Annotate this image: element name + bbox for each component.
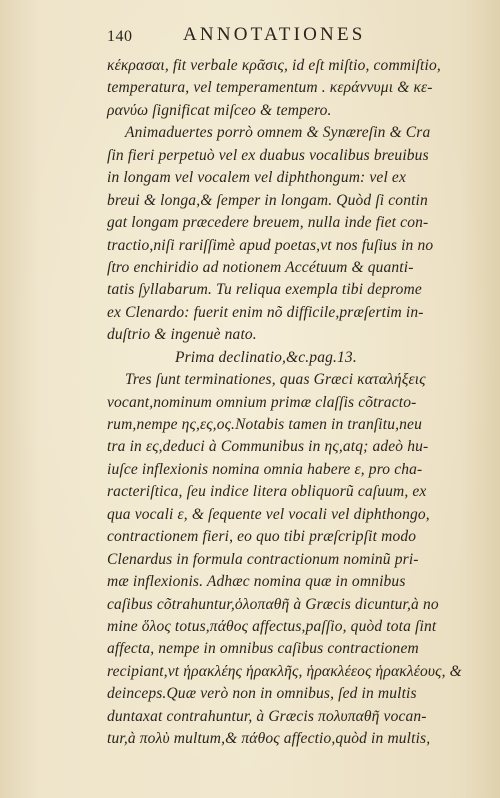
page-header — [107, 22, 467, 48]
text-line: tra in ες,deduci à Communibus in ης,atq; adeò hu- — [107, 438, 429, 456]
text-line: tatis ſyllabarum. Tu reliqua exempla tibi deprome — [107, 281, 422, 299]
running-head: ANNOTATIONES — [183, 24, 366, 45]
body-text — [107, 55, 463, 751]
text-line: deinceps.Quæ verò non in omnibus, ſed in multis — [107, 685, 417, 703]
text-line: ρανύω ſignificat miſceo & tempero. — [107, 101, 332, 119]
text-line: breui & longa,& ſemper in longam. Quòd ſi contin — [107, 191, 428, 209]
text-line: ſtro enchiridio ad notionem Accétuum & quanti- — [107, 258, 414, 276]
text-line: tractio,niſi rariſſimè apud poetas,vt nos fuſius in no — [107, 236, 434, 254]
text-line: duntaxat contrahuntur, à Græcis πολυπαθῆ vocan- — [107, 707, 427, 725]
text-line: racteriſtica, ſeu indice litera obliquorũ caſuum, ex — [107, 483, 427, 501]
text-line: affecta, nempe in omnibus caſibus contractionem — [107, 640, 419, 658]
text-line: mæ inflexionis. Adhæc nomina quæ in omnibus — [107, 573, 406, 591]
text-line: Clenardus in formula contractionum nominũ pri- — [107, 550, 419, 568]
text-line: temperatura, vel temperamentum . κεράννυμι & κε- — [107, 79, 433, 97]
text-line: rum,nempe ης,ες,ος.Notabis tamen in tranſitu,neu — [107, 416, 422, 433]
text-line: gat longam præcedere breuem, nulla inde fiet con- — [107, 214, 429, 232]
text-line: mine ὅλος totus,πάθος affectus,paſſio, quòd tota ſint — [107, 617, 437, 635]
text-line: ex Clenardo: fuerit enim nõ difficile,præſertim in- — [107, 303, 424, 321]
text-line: tur,à πολὺ multum,& πάθος affectio,quòd in multis, — [107, 730, 431, 748]
text-line: contractionem fieri, eo quo tibi præſcripſit modo — [107, 528, 417, 546]
section-heading: Prima declinatio,&c.pag.13. — [175, 348, 357, 366]
text-line: κέκρασαι, fit verbale κρᾶσις, id eſt miſtio, commiſtio, — [107, 57, 441, 74]
text-line: ſin fieri perpetuò vel ex duabus vocalibus breuibus — [107, 146, 429, 164]
page-number: 140 — [107, 28, 133, 45]
text-line: caſibus cõtrahuntur,ὁλοπαθῆ à Græcis dicuntur,à no — [107, 595, 439, 613]
text-line: recipiant,vt ἡρακλέης ἡρακλῆς, ἡρακλέεος ἡρακλέους, & — [107, 662, 462, 680]
text-line: vocant,nominum omnium primæ claſſis cõtracto- — [107, 393, 417, 411]
text-line: iuſce inflexionis nomina omnia habere ε, pro cha- — [107, 460, 423, 478]
text-line: Tres ſunt terminationes, quas Græci καταλήξεις — [125, 371, 426, 389]
text-line: in longam vel vocalem vel diphthongum: vel ex — [107, 169, 406, 187]
text-line: duſtrio & ingenuè nato. — [107, 326, 257, 344]
text-line: qua vocali ε, & ſequente vel vocali vel diphthongo, — [107, 505, 430, 523]
text-line: Animaduertes porrò omnem & Synæreſin & Cra — [125, 124, 431, 142]
